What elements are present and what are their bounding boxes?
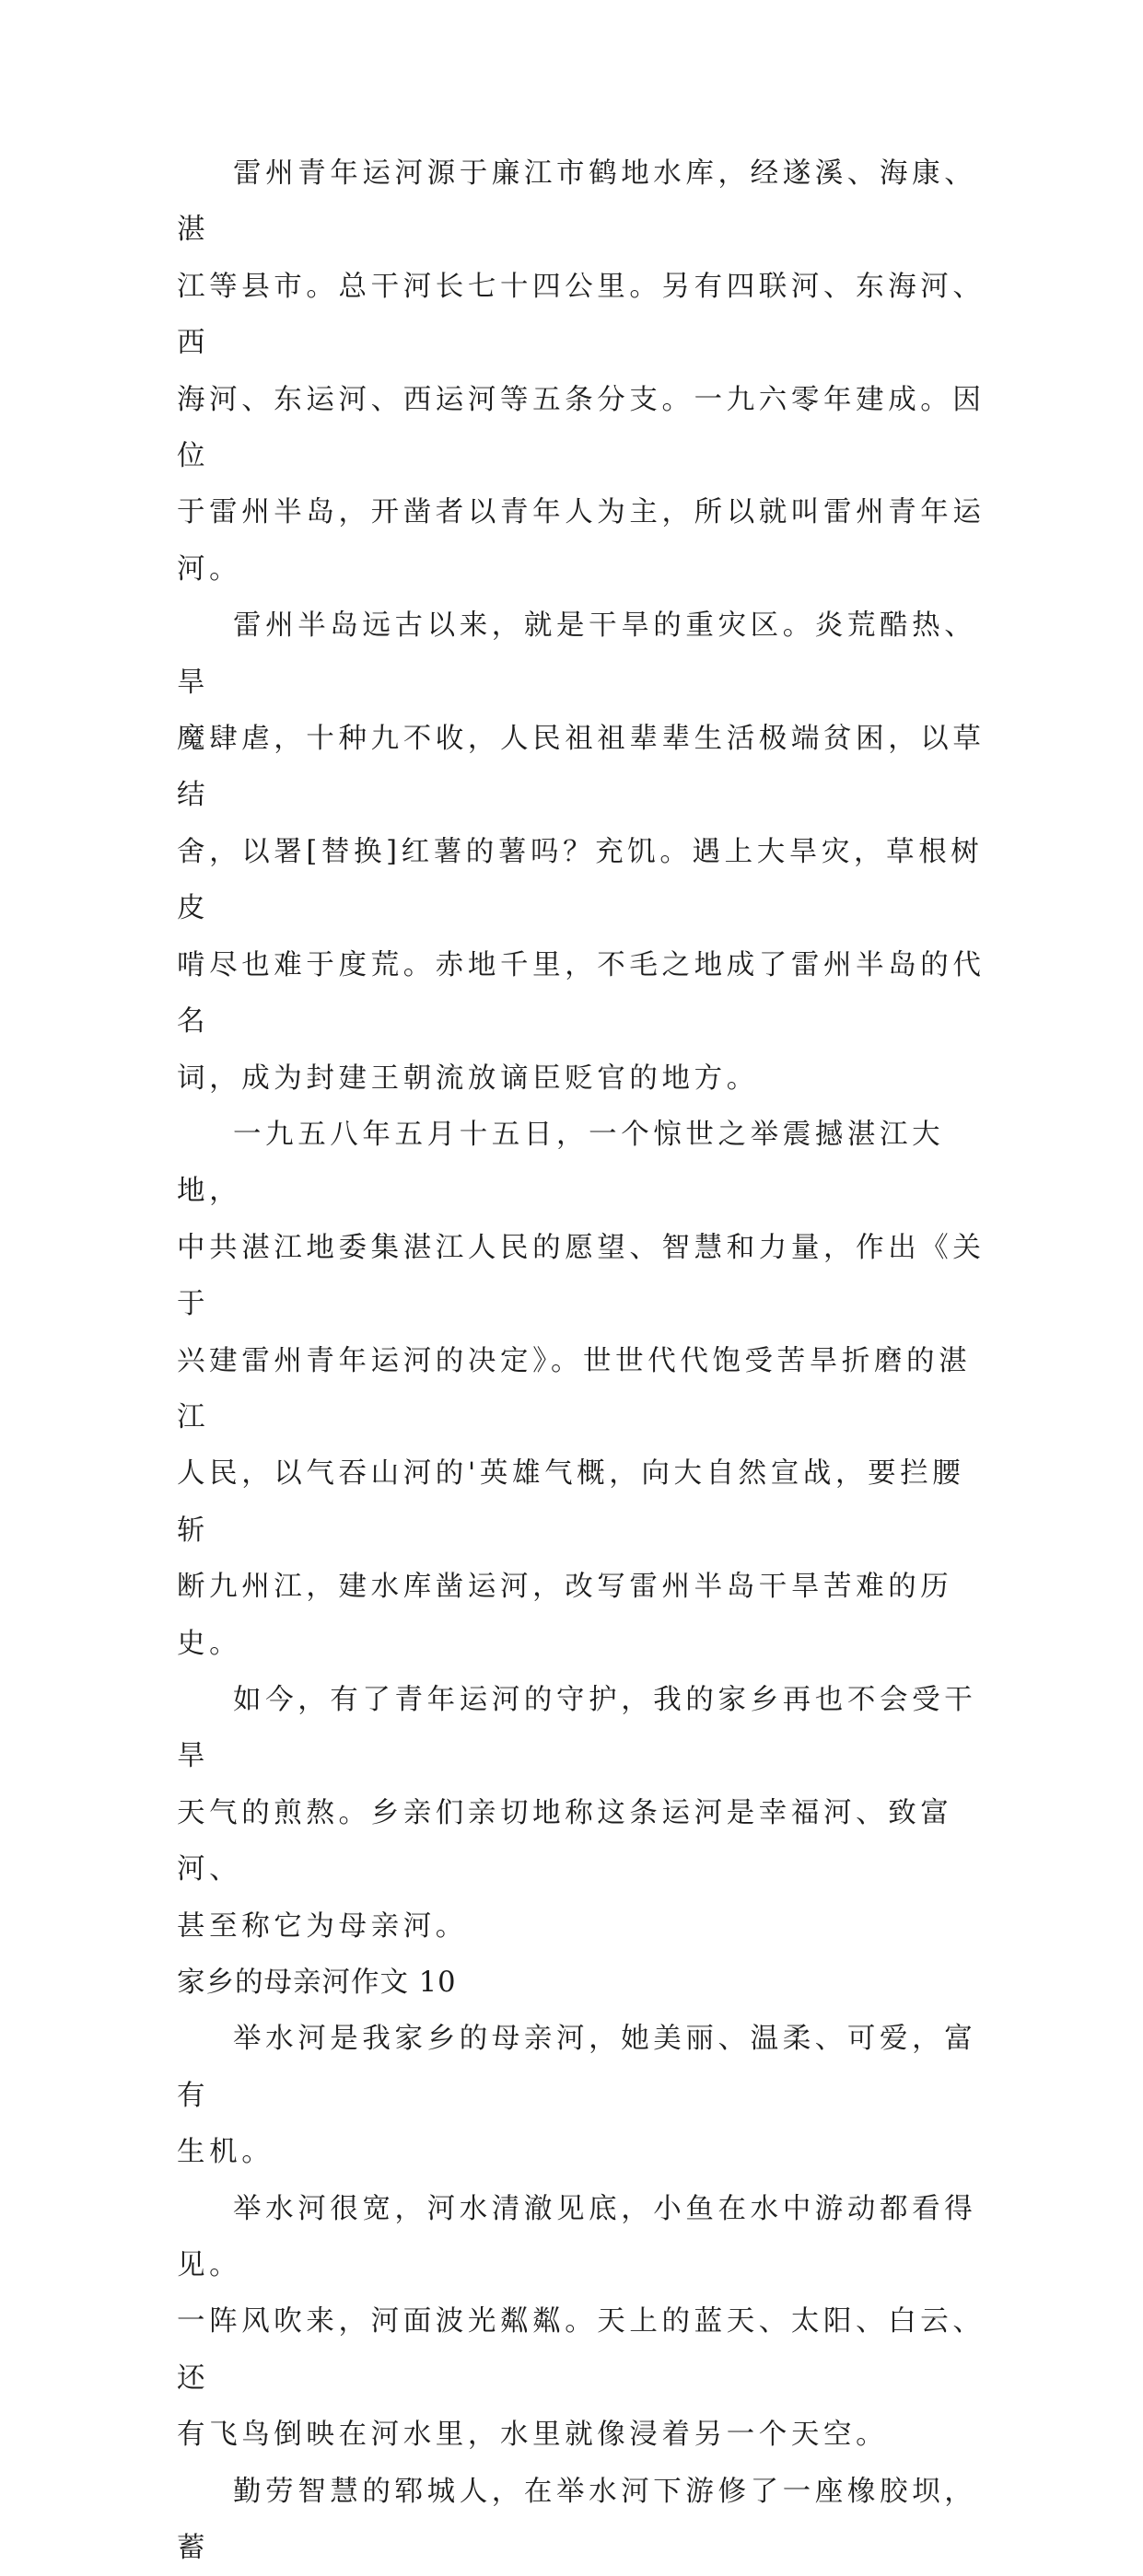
essay-heading: 家乡的母亲河作文 10 [177, 1967, 457, 1999]
paragraph-jushui-intro: 举水河是我家乡的母亲河，她美丽、温柔、可爱，富有 生机。 [177, 2023, 977, 2169]
paragraph-mother-river: 如今，有了青年运河的守护，我的家乡再也不会受干旱 天气的煎熬。乡亲们亲切地称这条运河是幸福河、致富河、 甚至称它为母亲河。 [177, 1683, 977, 1943]
paragraph-drought-history: 雷州半岛远古以来，就是干旱的重灾区。炎荒酷热、旱 魔肆虐，十种九不收，人民祖祖辈辈生活极端贫困，以草结 舍，以署[替换]红薯的薯吗？充饥。遇上大旱灾，草根树皮 啃尽也难于度荒。赤地千里，不毛之地成了雷州半岛的代名 词，成为封建王朝流放谪臣贬官的地方。 [177, 609, 986, 1095]
document-body [177, 145, 987, 2576]
paragraph-canal-decision: 一九五八年五月十五日，一个惊世之举震撼湛江大地， 中共湛江地委集湛江人民的愿望、智慧和力量，作出《关于 兴建雷州青年运河的决定》。世世代代饱受苦旱折磨的湛江 人民，以气吞山河的'英雄气概，向大自然宣战，要拦腰斩 断九州江，建水库凿运河，改写雷州半岛干旱苦难的历史。 [177, 1118, 986, 1660]
paragraph-rubber-dam: 勤劳智慧的郓城人，在举水河下游修了一座橡胶坝，蓄 [177, 2475, 977, 2565]
paragraph-canal-origin: 雷州青年运河源于廉江市鹤地水库，经遂溪、海康、湛 江等县市。总干河长七十四公里。另有四联河、东海河、西 海河、东运河、西运河等五条分支。一九六零年建成。因位 于雷州半岛，开凿者以青年人为主，所以就叫雷州青年运河。 [177, 157, 986, 586]
paragraph-jushui-scenery: 举水河很宽，河水清澈见底，小鱼在水中游动都看得见。 一阵风吹来，河面波光粼粼。天上的蓝天、太阳、白云、还 有飞鸟倒映在河水里，水里就像浸着另一个天空。 [177, 2192, 986, 2452]
